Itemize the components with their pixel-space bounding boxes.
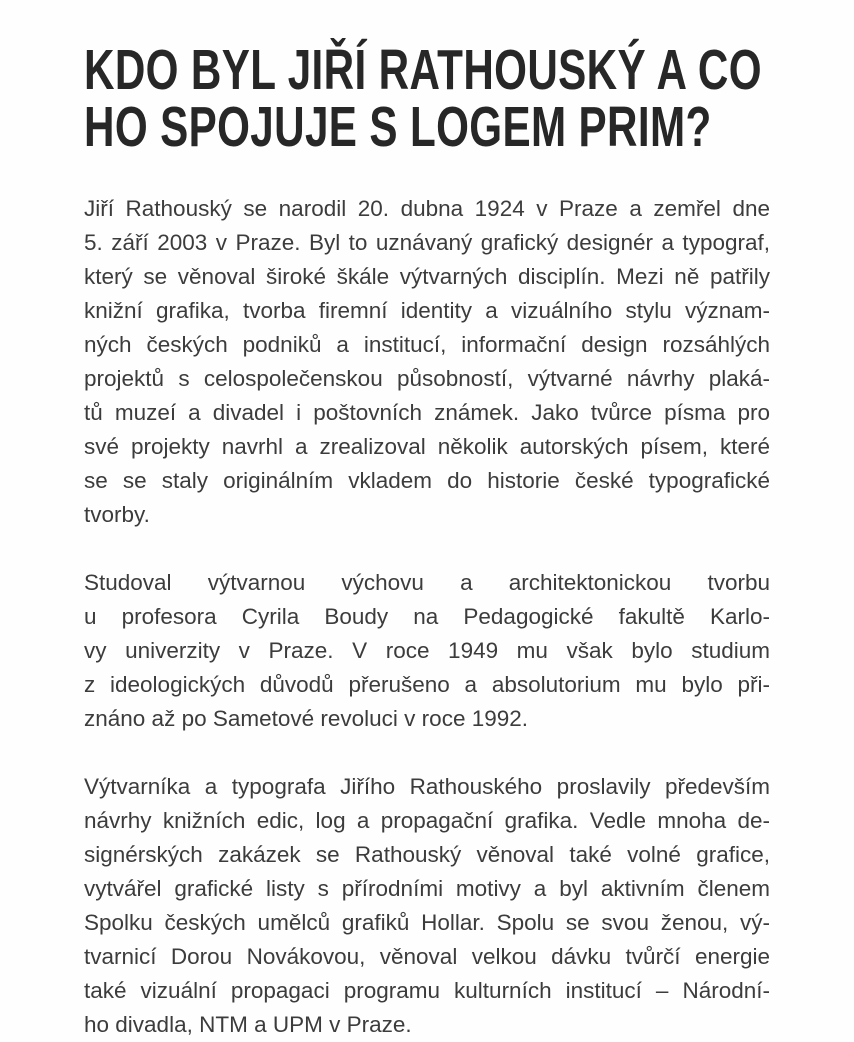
text-line: signérských zakázek se Rathouský věnoval také volné grafice, <box>84 842 770 867</box>
paragraph <box>84 192 770 532</box>
paragraph <box>84 566 770 736</box>
text-line: tů muzeí a divadel i poštovních známek. Jako tvůrce písma pro <box>84 400 770 425</box>
text-line: knižní grafika, tvorba firemní identity a vizuálního stylu význam- <box>84 298 770 323</box>
text-line: který se věnoval široké škále výtvarných disciplín. Mezi ně patřily <box>84 264 770 289</box>
text-line: tvarnicí Dorou Novákovou, věnoval velkou dávku tvůrčí energie <box>84 944 770 969</box>
text-line: vy univerzity v Praze. V roce 1949 mu však bylo studium <box>84 638 770 663</box>
page-title-line-2: HO SPOJUJE S LOGEM PRIM? <box>84 95 712 159</box>
paragraph <box>84 770 770 1042</box>
text-line: se se staly originálním vkladem do historie české typografické <box>84 468 770 493</box>
article-body <box>84 192 770 1042</box>
text-line: znáno až po Sametové revoluci v roce 1992. <box>84 706 529 731</box>
text-line: projektů s celospolečenskou působností, výtvarné návrhy plaká- <box>84 366 770 391</box>
text-line: 5. září 2003 v Praze. Byl to uznávaný grafický designér a typograf, <box>84 230 770 255</box>
text-line: Jiří Rathouský se narodil 20. dubna 1924 v Praze a zemřel dne <box>84 196 770 221</box>
text-line: ho divadla, NTM a UPM v Praze. <box>84 1012 412 1037</box>
text-line: z ideologických důvodů přerušeno a absolutorium mu bylo při- <box>84 672 770 697</box>
text-line: své projekty navrhl a zrealizoval několik autorských písem, které <box>84 434 770 459</box>
text-line: tvorby. <box>84 502 150 527</box>
text-line: ných českých podniků a institucí, informační design rozsáhlých <box>84 332 770 357</box>
text-line: u profesora Cyrila Boudy na Pedagogické fakultě Karlo- <box>84 604 770 629</box>
text-line: Výtvarníka a typografa Jiřího Rathouského proslavily především <box>84 774 770 799</box>
text-line: také vizuální propagaci programu kulturních institucí – Národní- <box>84 978 770 1003</box>
text-line: návrhy knižních edic, log a propagační grafika. Vedle mnoha de- <box>84 808 770 833</box>
page-title <box>84 38 762 159</box>
page-title-line-1: KDO BYL JIŘÍ RATHOUSKÝ A CO <box>84 38 762 102</box>
text-line: Spolku českých umělců grafiků Hollar. Spolu se svou ženou, vý- <box>84 910 770 935</box>
text-line: Studoval výtvarnou výchovu a architektonickou tvorbu <box>84 570 770 595</box>
text-line: vytvářel grafické listy s přírodními motivy a byl aktivním členem <box>84 876 770 901</box>
